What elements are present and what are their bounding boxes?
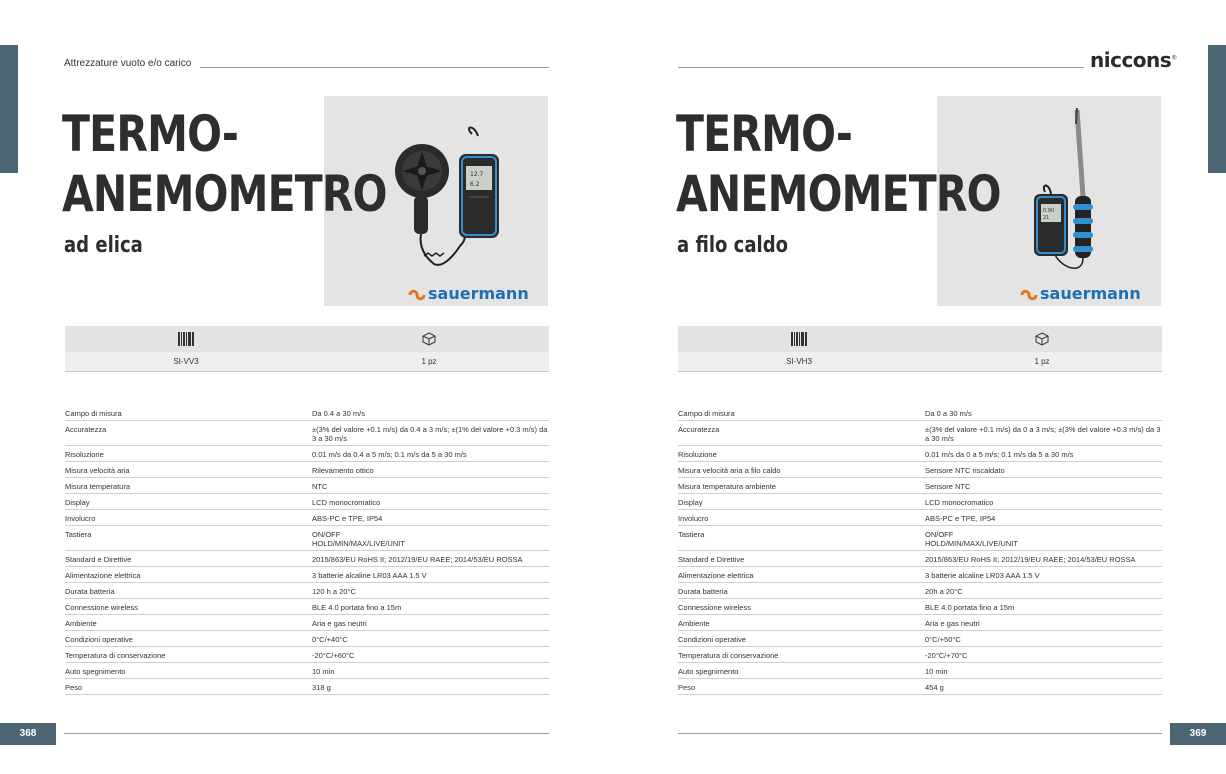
spec-row (65, 583, 549, 599)
spec-row (65, 647, 549, 663)
svg-text:21: 21 (1043, 215, 1050, 221)
spec-value: 0°C/+50°C (925, 635, 961, 644)
spec-label: Misura velocità aria (65, 466, 130, 475)
spec-label: Ambiente (678, 619, 710, 628)
spec-value: 0°C/+40°C (312, 635, 348, 644)
spec-label: Auto spegnimento (678, 667, 739, 676)
spec-label: Misura temperatura ambiente (678, 482, 776, 491)
spec-value: BLE 4.0 portata fino a 15m (312, 603, 402, 612)
spec-label: Auto spegnimento (65, 667, 126, 676)
spec-label: Tastiera (678, 530, 705, 539)
spec-value: Da 0 a 30 m/s (925, 409, 972, 418)
footer-rule-right (678, 733, 1162, 734)
spec-row (678, 462, 1162, 478)
spec-label: Alimentazione elettrica (678, 571, 754, 580)
spec-value: ON/OFF HOLD/MIN/MAX/LIVE/UNIT (925, 530, 1018, 548)
spec-label: Condizioni operative (678, 635, 746, 644)
spec-value: 20h a 20°C (925, 587, 963, 596)
barcode-icon (178, 332, 194, 351)
spec-label: Campo di misura (65, 409, 122, 418)
spec-value: Aria e gas neutri (925, 619, 980, 628)
spec-label: Temperatura di conservazione (65, 651, 166, 660)
sauermann-swirl-icon (408, 289, 426, 301)
sauermann-logo-left: sauermann (408, 284, 529, 303)
spec-value: -20°C/+70°C (925, 651, 968, 660)
spec-value: 3 batterie alcaline LR03 AAA 1.5 V (925, 571, 1040, 580)
spec-row (678, 615, 1162, 631)
svg-text:0.90: 0.90 (1043, 208, 1055, 214)
spec-row (65, 551, 549, 567)
page-number-left: 368 (0, 723, 56, 745)
header-rule-left (200, 67, 549, 68)
code-table-row (678, 352, 1162, 372)
spec-label: Display (65, 498, 90, 507)
spec-label: Involucro (65, 514, 96, 523)
spec-row (65, 631, 549, 647)
spec-value: Aria e gas neutri (312, 619, 367, 628)
product-quantity: 1 pz (1034, 357, 1050, 366)
spec-value: ±(3% del valore +0.1 m/s) da 0 a 3 m/s; ±(3% del valore +0.3 m/s) da 3 a 30 m/s (925, 425, 1161, 443)
code-table-row (65, 352, 549, 372)
spec-row (65, 405, 549, 421)
spec-value: Sensore NTC (925, 482, 971, 491)
spec-row (65, 446, 549, 462)
spec-value: BLE 4.0 portata fino a 15m (925, 603, 1015, 612)
sauermann-logo-right: sauermann (1020, 284, 1141, 303)
spec-row (678, 478, 1162, 494)
spec-row (65, 615, 549, 631)
spec-row (65, 462, 549, 478)
spec-label: Standard e Direttive (65, 555, 132, 564)
spec-label: Connessione wireless (678, 603, 751, 612)
product-title-right: TERMO- ANEMOMETRO (676, 105, 1001, 223)
code-table-header (678, 326, 1162, 352)
section-tab-left (0, 45, 18, 173)
spec-label: Connessione wireless (65, 603, 138, 612)
spec-value: NTC (312, 482, 328, 491)
spec-value: -20°C/+60°C (312, 651, 355, 660)
spec-label: Ambiente (65, 619, 97, 628)
spec-row (678, 446, 1162, 462)
spec-value: 2015/863/EU RoHS II; 2012/19/EU RAEE; 2014/53/EU ROSSA (312, 555, 523, 564)
spec-row (678, 567, 1162, 583)
spec-value: 0.01 m/s da 0.4 a 5 m/s; 0.1 m/s da 5 a 30 m/s (312, 450, 467, 459)
spec-label: Involucro (678, 514, 709, 523)
spec-value: 454 g (925, 683, 944, 692)
header-rule-right (678, 67, 1084, 68)
spec-table-right (678, 405, 1162, 695)
code-table-right (678, 326, 1162, 372)
product-code: SI-VH3 (786, 357, 812, 366)
spec-value: ABS-PC e TPE, IP54 (312, 514, 383, 523)
spec-value: ±(3% del valore +0.1 m/s) da 0.4 a 3 m/s; ±(1% del valore +0.3 m/s) da 3 a 30 m/s (312, 425, 548, 443)
spec-row (678, 526, 1162, 551)
spec-value: LCD monocromatico (925, 498, 994, 507)
niccons-logo: niccons® (1090, 48, 1177, 72)
svg-text:12.7: 12.7 (470, 171, 484, 178)
spec-label: Misura velocità aria a filo caldo (678, 466, 781, 475)
spec-row (678, 510, 1162, 526)
product-subtitle-right: a filo caldo (677, 233, 789, 258)
code-table-header (65, 326, 549, 352)
product-subtitle-left: ad elica (64, 233, 143, 258)
spec-row (678, 551, 1162, 567)
spec-row (65, 526, 549, 551)
spec-label: Peso (65, 683, 83, 692)
spec-row (678, 631, 1162, 647)
spec-label: Durata batteria (678, 587, 728, 596)
page-number-right: 369 (1170, 723, 1226, 745)
spec-label: Risoluzione (678, 450, 717, 459)
spec-table-left (65, 405, 549, 695)
footer-rule-left (64, 733, 549, 734)
spec-label: Condizioni operative (65, 635, 133, 644)
spec-row (65, 494, 549, 510)
spec-row (65, 421, 549, 446)
spec-label: Campo di misura (678, 409, 735, 418)
spec-label: Display (678, 498, 703, 507)
spec-value: 10 min (925, 667, 948, 676)
spec-value: 318 g (312, 683, 331, 692)
spec-value: 3 batterie alcaline LR03 AAA 1.5 V (312, 571, 427, 580)
spec-row (65, 599, 549, 615)
package-icon (422, 332, 436, 351)
spec-value: ABS-PC e TPE, IP54 (925, 514, 996, 523)
section-tab-right (1208, 45, 1226, 173)
spec-value: 120 h a 20°C (312, 587, 356, 596)
barcode-icon (791, 332, 807, 351)
spec-row (678, 679, 1162, 695)
product-title-left: TERMO- ANEMOMETRO (62, 105, 387, 223)
spec-label: Accuratezza (678, 425, 720, 434)
product-quantity: 1 pz (421, 357, 437, 366)
spec-label: Alimentazione elettrica (65, 571, 141, 580)
spec-value: Rilevamento ottico (312, 466, 374, 475)
svg-text:6.2: 6.2 (470, 181, 480, 188)
spec-value: 0.01 m/s da 0 a 5 m/s; 0.1 m/s da 5 a 30 m/s (925, 450, 1074, 459)
spec-label: Standard e Direttive (678, 555, 745, 564)
spec-row (65, 478, 549, 494)
spec-value: Da 0.4 a 30 m/s (312, 409, 365, 418)
spec-row (65, 679, 549, 695)
spec-label: Durata batteria (65, 587, 115, 596)
spec-row (678, 647, 1162, 663)
spec-label: Tastiera (65, 530, 92, 539)
section-title: Attrezzature vuoto e/o carico (64, 58, 192, 69)
spec-value: Sensore NTC riscaldato (925, 466, 1005, 475)
spec-row (678, 494, 1162, 510)
spec-label: Peso (678, 683, 696, 692)
spec-row (678, 599, 1162, 615)
spec-label: Temperatura di conservazione (678, 651, 779, 660)
spec-value: ON/OFF HOLD/MIN/MAX/LIVE/UNIT (312, 530, 405, 548)
package-icon (1035, 332, 1049, 351)
spec-label: Accuratezza (65, 425, 107, 434)
spec-row (65, 663, 549, 679)
spec-row (678, 421, 1162, 446)
sauermann-swirl-icon (1020, 289, 1038, 301)
spec-row (678, 583, 1162, 599)
spec-value: LCD monocromatico (312, 498, 381, 507)
code-table-left (65, 326, 549, 372)
spec-row (65, 567, 549, 583)
spec-row (678, 405, 1162, 421)
spec-label: Misura temperatura (65, 482, 131, 491)
spec-label: Risoluzione (65, 450, 104, 459)
spec-value: 2015/863/EU RoHS II; 2012/19/EU RAEE; 2014/53/EU ROSSA (925, 555, 1136, 564)
product-code: SI-VV3 (173, 357, 199, 366)
spec-value: 10 min (312, 667, 335, 676)
spec-row (65, 510, 549, 526)
spec-row (678, 663, 1162, 679)
